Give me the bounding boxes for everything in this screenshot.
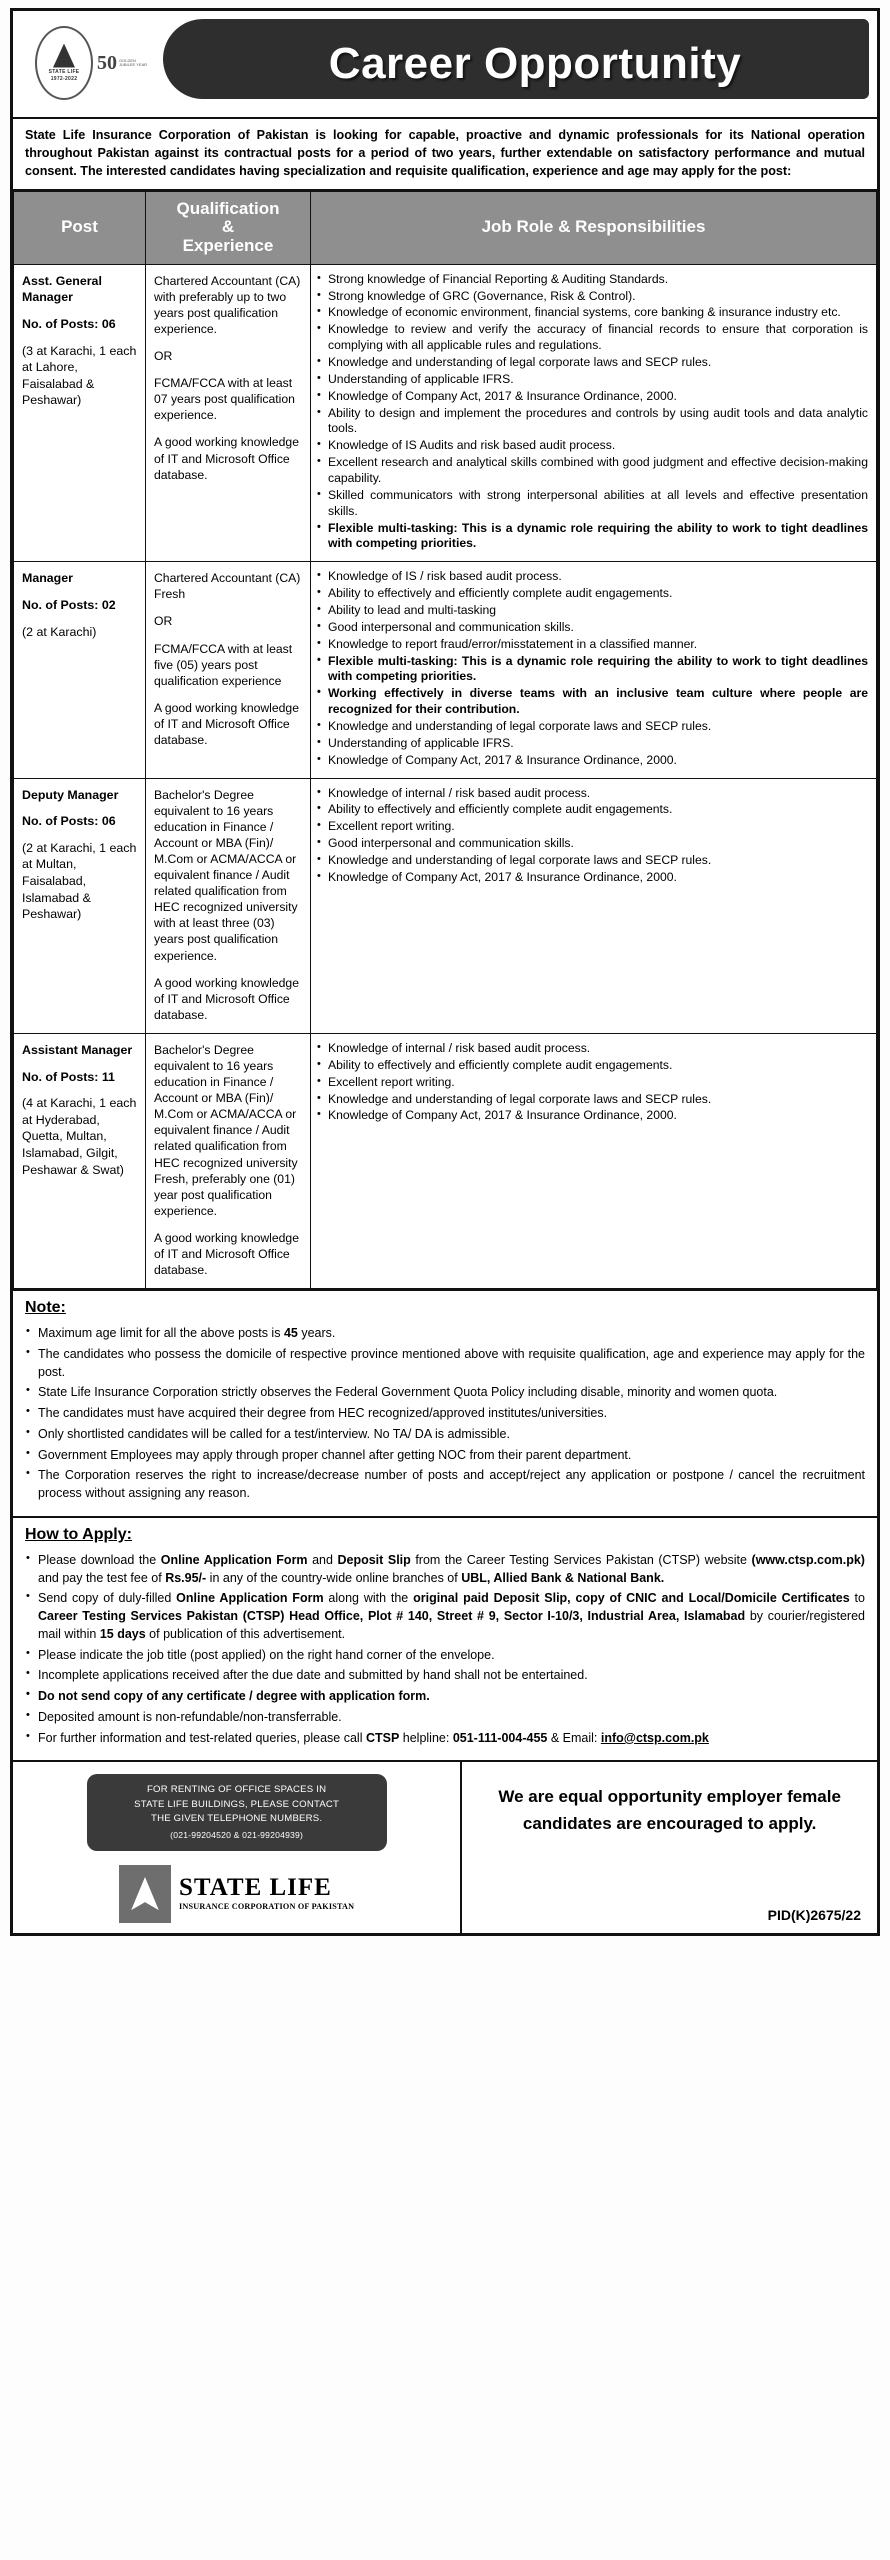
logo-company-name: STATE LIFE [48, 68, 80, 75]
jobs-table-body [14, 264, 877, 1289]
responsibility-item: • Knowledge of Company Act, 2017 & Insurance Ordinance, 2000. [317, 1108, 868, 1124]
responsibilities-list [317, 272, 868, 553]
responsibility-item: • Skilled communicators with strong interpersonal abilities at all levels and effective presentation skills. [317, 488, 868, 520]
qualification-cell [146, 1033, 311, 1288]
responsibility-item: • Strong knowledge of GRC (Governance, Risk & Control). [317, 289, 868, 305]
how-to-apply-section [13, 1516, 877, 1761]
responsibility-item: • Knowledge and understanding of legal corporate laws and SECP rules. [317, 719, 868, 735]
note-item: • Maximum age limit for all the above posts is 45 years. [25, 1325, 865, 1343]
how-to-apply-item: • Do not send copy of any certificate / degree with application form. [25, 1688, 865, 1706]
responsibility-item: • Ability to effectively and efficiently complete audit engagements. [317, 1058, 868, 1074]
qualification-cell [146, 264, 311, 562]
qualification-header-line-3: Experience [182, 236, 274, 255]
logo-years: 1972-2022 [50, 76, 78, 82]
responsibility-item: • Working effectively in diverse teams with an inclusive team culture where people are recognized for their contribution. [317, 686, 868, 718]
post-title: Assistant Manager [22, 1042, 133, 1057]
post-count: No. of Posts: 06 [22, 316, 116, 331]
responsibility-item: • Knowledge of internal / risk based audit process. [317, 786, 868, 802]
qualification-paragraph: FCMA/FCCA with at least 07 years post qualification experience. [154, 376, 295, 423]
responsibilities-list [317, 569, 868, 768]
responsibility-item: • Ability to effectively and efficiently complete audit engagements. [317, 586, 868, 602]
responsibility-item: • Good interpersonal and communication skills. [317, 836, 868, 852]
note-section [13, 1289, 877, 1516]
responsibility-item: • Excellent research and analytical skills combined with good judgment and effective decision-making capability. [317, 455, 868, 487]
note-item: • Only shortlisted candidates will be called for a test/interview. No TA/ DA is admissible. [25, 1426, 865, 1444]
footer-right-panel [462, 1762, 877, 1932]
note-item: • The Corporation reserves the right to increase/decrease number of posts and accept/reject any application or postpone / cancel the recruitment process without assigning any reason. [25, 1467, 865, 1503]
jobs-table [13, 191, 877, 1290]
qualification-paragraph: OR [154, 349, 173, 364]
qualification-paragraph: Chartered Accountant (CA) Fresh [154, 571, 301, 602]
pid-number: PID(K)2675/22 [767, 1906, 861, 1923]
responsibility-item: • Knowledge and understanding of legal corporate laws and SECP rules. [317, 355, 868, 371]
column-header-job-role: Job Role & Responsibilities [311, 191, 877, 264]
logo-oval-emblem [35, 26, 93, 100]
note-item: • Government Employees may apply through proper channel after getting NOC from their parent department. [25, 1447, 865, 1465]
note-list [25, 1325, 865, 1503]
note-item: • State Life Insurance Corporation strictly observes the Federal Government Quota Policy including disable, minority and women quota. [25, 1384, 865, 1402]
qualification-cell [146, 562, 311, 778]
qualification-paragraph: A good working knowledge of IT and Microsoft Office database. [154, 1230, 299, 1278]
note-item: • The candidates must have acquired their degree from HEC recognized/approved institutes/universities. [25, 1405, 865, 1423]
column-header-post: Post [14, 191, 146, 264]
qualification-paragraph: A good working knowledge of IT and Microsoft Office database. [154, 700, 299, 748]
post-cell [14, 562, 146, 778]
qualification-paragraph: FCMA/FCCA with at least five (05) years post qualification experience [154, 641, 293, 688]
responsibility-item: • Excellent report writing. [317, 819, 868, 835]
post-title: Deputy Manager [22, 787, 119, 802]
table-row [14, 1033, 877, 1288]
responsibility-item: • Ability to design and implement the procedures and controls by using audit tools and data analytic tools. [317, 406, 868, 438]
equal-opportunity-statement: We are equal opportunity employer female candidates are encouraged to apply. [498, 1787, 841, 1833]
advertisement-frame [10, 8, 880, 1936]
responsibility-item: • Understanding of applicable IFRS. [317, 372, 868, 388]
intro-paragraph: State Life Insurance Corporation of Pakistan is looking for capable, proactive and dynamic professionals for its National operation throughout Pakistan against its contractual posts for a period of two years, further extendable on satisfactory performance and mutual consent. The interested candidates having specialization and requisite qualification, experience and age may apply for the post: [13, 119, 877, 191]
responsibilities-cell [311, 562, 877, 778]
rental-notice-line-2: STATE LIFE BUILDINGS, PLEASE CONTACT [134, 1798, 340, 1810]
post-locations: (4 at Karachi, 1 each at Hyderabad, Quetta, Multan, Islamabad, Gilgit, Peshawar & Swat) [22, 1096, 137, 1177]
post-cell [14, 264, 146, 562]
how-to-apply-item: • For further information and test-related queries, please call CTSP helpline: 051-111-004-455 & Email: info@ctsp.com.pk [25, 1730, 865, 1748]
responsibility-item: • Knowledge and understanding of legal corporate laws and SECP rules. [317, 1092, 868, 1108]
qualification-paragraph: A good working knowledge of IT and Microsoft Office database. [154, 435, 299, 482]
responsibilities-cell [311, 264, 877, 562]
how-to-apply-item: • Send copy of duly-filled Online Application Form along with the original paid Deposit Slip, copy of CNIC and Local/Domicile Certificates to Career Testing Services Pakistan (CTSP) Head Office, Plot # 140, Street # 9, Sector I-10/3, Industrial Area, Islamabad by courier/registered mail within 15 days of publication of this advertisement. [25, 1590, 865, 1643]
how-to-apply-item: • Please indicate the job title (post applied) on the right hand corner of the envelope. [25, 1647, 865, 1665]
table-header-row [14, 191, 877, 264]
responsibility-item: • Knowledge of Company Act, 2017 & Insurance Ordinance, 2000. [317, 753, 868, 769]
post-locations: (3 at Karachi, 1 each at Lahore, Faisalabad & Peshawar) [22, 343, 137, 408]
jobs-table-head [14, 191, 877, 264]
header-banner [13, 11, 877, 119]
responsibility-item: • Knowledge of economic environment, financial systems, core banking & insurance industry etc. [317, 305, 868, 321]
qualification-paragraph: OR [154, 614, 173, 629]
qualification-paragraph: A good working knowledge of IT and Microsoft Office database. [154, 975, 299, 1022]
responsibility-item: • Knowledge of Company Act, 2017 & Insurance Ordinance, 2000. [317, 389, 868, 405]
responsibility-item: • Knowledge of IS / risk based audit process. [317, 569, 868, 585]
footer-logo-text [179, 1875, 354, 1911]
responsibility-item: • Knowledge of IS Audits and risk based audit process. [317, 438, 868, 454]
how-to-apply-list [25, 1552, 865, 1748]
how-to-apply-title: How to Apply: [25, 1525, 132, 1543]
table-row [14, 778, 877, 1033]
rental-notice-line-1: FOR RENTING OF OFFICE SPACES IN [146, 1784, 327, 1796]
responsibility-item: • Knowledge and understanding of legal corporate laws and SECP rules. [317, 853, 868, 869]
post-locations: (2 at Karachi, 1 each at Multan, Faisalabad, Islamabad & Peshawar) [22, 840, 137, 922]
qualification-header-line-2: & [221, 217, 235, 237]
post-count: No. of Posts: 02 [22, 597, 116, 612]
responsibility-item: • Knowledge to report fraud/error/misstatement in a classified manner. [317, 637, 868, 653]
footer-left-panel [13, 1762, 462, 1932]
triangle-logo-icon [130, 1876, 160, 1912]
responsibility-item: • Knowledge of Company Act, 2017 & Insurance Ordinance, 2000. [317, 870, 868, 886]
responsibility-item: • Knowledge to review and verify the accuracy of financial records to ensure that corporation is complying with all applicable rules and regulations. [317, 322, 868, 354]
responsibility-item: • Good interpersonal and communication skills. [317, 620, 868, 636]
post-count: No. of Posts: 11 [22, 1069, 115, 1084]
post-locations: (2 at Karachi) [22, 624, 97, 639]
rental-notice-line-3: THE GIVEN TELEPHONE NUMBERS. [151, 1813, 323, 1825]
footer-logo-subtitle: INSURANCE CORPORATION OF PAKISTAN [178, 1902, 355, 1912]
footer-logo-name: STATE LIFE [178, 1874, 332, 1902]
qualification-paragraph: Bachelor's Degree equivalent to 16 years education in Finance / Account or MBA (Fin)/ M.Com or ACMA/ACCA or equivalent finance / Audit related qualification from HEC recognized university Fresh, preferably one (01) year post qualification experience. [154, 1042, 298, 1218]
responsibilities-list [317, 1041, 868, 1124]
post-title: Manager [22, 571, 73, 586]
responsibilities-cell [311, 1033, 877, 1288]
note-section-title: Note: [25, 1299, 66, 1317]
how-to-apply-item: • Deposited amount is non-refundable/non-transferrable. [25, 1709, 865, 1727]
triangle-logo-icon [53, 44, 75, 68]
responsibility-item: • Excellent report writing. [317, 1075, 868, 1091]
responsibility-item: • Knowledge of internal / risk based audit process. [317, 1041, 868, 1057]
qualification-paragraph: Chartered Accountant (CA) with preferably up to two years post qualification experience. [154, 273, 301, 336]
post-count: No. of Posts: 06 [22, 814, 116, 829]
responsibility-item: • Flexible multi-tasking: This is a dynamic role requiring the ability to work to tight deadlines with competing priorities. [317, 521, 868, 553]
how-to-apply-item: • Incomplete applications received after the due date and submitted by hand shall not be entertained. [25, 1667, 865, 1685]
footer-state-life-logo [119, 1865, 354, 1923]
footer [13, 1760, 877, 1932]
responsibility-item: • Flexible multi-tasking: This is a dynamic role requiring the ability to work to tight deadlines with competing priorities. [317, 654, 868, 686]
post-cell [14, 1033, 146, 1288]
anniversary-number: 50 [97, 51, 117, 74]
qualification-header-line-1: Qualification [176, 198, 280, 218]
anniversary-label: GOLDEN JUBILEE YEAR [119, 57, 148, 67]
how-to-apply-item: • Please download the Online Application Form and Deposit Slip from the Career Testing Services Pakistan (CTSP) website (www.ctsp.com.pk) and pay the test fee of Rs.95/- in any of the country-wide online branches of UBL, Allied Bank & National Bank. [25, 1552, 865, 1588]
responsibilities-cell [311, 778, 877, 1033]
footer-logo-mark [119, 1865, 171, 1923]
responsibilities-list [317, 786, 868, 886]
page-title: Career Opportunity [328, 39, 742, 88]
responsibility-item: • Understanding of applicable IFRS. [317, 736, 868, 752]
responsibility-item: • Strong knowledge of Financial Reporting & Auditing Standards. [317, 272, 868, 288]
responsibility-item: • Ability to lead and multi-tasking [317, 603, 868, 619]
post-title: Asst. General Manager [22, 273, 102, 305]
office-rental-notice [87, 1774, 387, 1850]
rental-phone-numbers: (021-99204520 & 021-99204939) [170, 1829, 304, 1840]
qualification-paragraph: Bachelor's Degree equivalent to 16 years education in Finance / Account or MBA (Fin)/ M.Com or ACMA/ACCA or equivalent finance / Audit related qualification from HEC recognized university with at least three (03) years post qualification experience. [154, 787, 298, 963]
table-row [14, 264, 877, 562]
table-row [14, 562, 877, 778]
state-life-logo [35, 23, 153, 103]
note-item: • The candidates who possess the domicile of respective province mentioned above with requisite qualification, age and experience may apply for the post. [25, 1346, 865, 1382]
column-header-qualification [146, 191, 311, 264]
responsibility-item: • Ability to effectively and efficiently complete audit engagements. [317, 802, 868, 818]
qualification-cell [146, 778, 311, 1033]
post-cell [14, 778, 146, 1033]
